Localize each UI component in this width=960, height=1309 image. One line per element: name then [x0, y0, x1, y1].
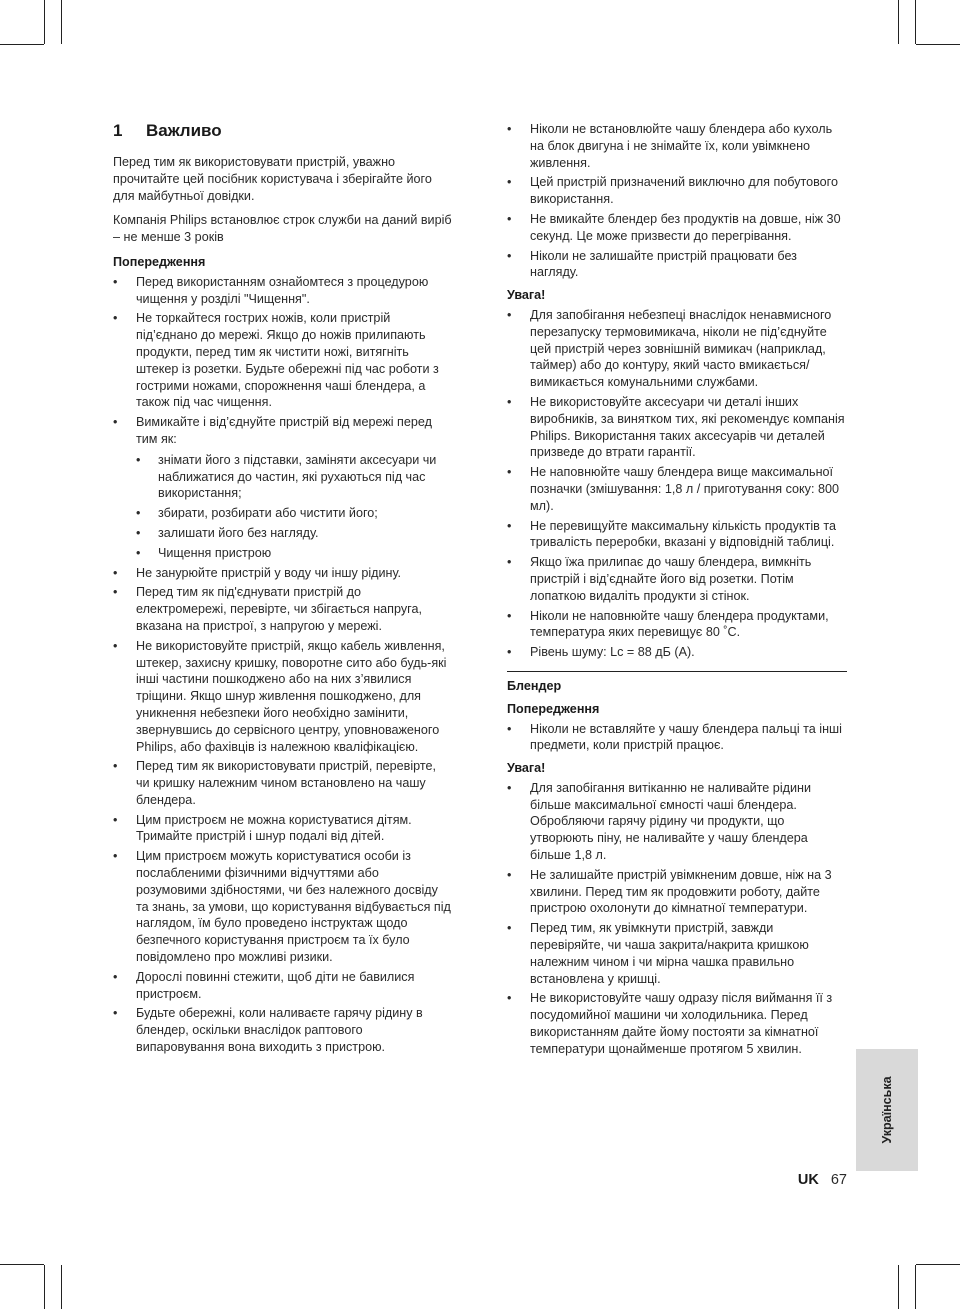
crop-mark — [916, 44, 960, 45]
intro-paragraph: Перед тим як використовувати пристрій, уважно прочитайте цей посібник користувача і зберігайте його для майбутньої довідки. — [113, 155, 432, 203]
page-number: 67 — [830, 1172, 847, 1188]
list-item: • Рівень шуму: Lc = 88 дБ (А). — [507, 644, 847, 661]
intro-paragraph: Компанія Philips встановлює строк служби на даний виріб – не менше 3 років — [113, 213, 452, 245]
crop-mark — [915, 0, 916, 44]
warning-heading: Попередження — [113, 254, 206, 269]
list-item: • Не наповнюйте чашу блендера вище максимальної позначки (змішування: 1,8 л / приготування соку: 800 мл). — [507, 464, 847, 514]
language-code: UK — [797, 1172, 819, 1188]
list-item: • Будьте обережні, коли наливаєте гарячу рідину в блендер, оскільки внаслідок раптового випаровування вона виходить з пристрою. — [113, 1005, 453, 1055]
blender-warning-heading: Попередження — [507, 701, 600, 716]
warning-list — [113, 274, 453, 1056]
list-item: • Ніколи не наповнюйте чашу блендера продуктами, температура яких перевищує 80 ˚С. — [507, 608, 847, 642]
list-item: • Не залишайте пристрій увімкненим довше, ніж на 3 хвилини. Перед тим як продовжити роботу, дайте пристрою охолонути до кімнатної температури. — [507, 867, 847, 917]
list-item: • Ніколи не залишайте пристрій працювати без нагляду. — [507, 248, 847, 282]
section-title: Важливо — [146, 121, 222, 140]
crop-mark — [0, 44, 44, 45]
list-item: • Дорослі повинні стежити, щоб діти не бавилися пристроєм. — [113, 969, 453, 1003]
list-item: • Не вмикайте блендер без продуктів на довше, ніж 30 секунд. Це може призвести до перегрівання. — [507, 211, 847, 245]
list-item: • Не використовуйте пристрій, якщо кабель живлення, штекер, захисну кришку, поворотне сито або будь-які інші частини пошкоджено або на них з’явилися тріщини. Якщо шнур живлення пошкоджено, для уникнення небезпеки його необхідно замінити, звернувшись до сервісного центру, уповноваженого Philips, або фахівців із належною кваліфікацією. — [113, 638, 453, 756]
left-column — [113, 121, 453, 1059]
list-item: • Не використовуйте аксесуари чи деталі інших виробників, за винятком тих, які рекомендує компанія Philips. Використання таких аксесуарів чи деталей призведе до втрати гарантії. — [507, 394, 847, 461]
nested-list-item: • Чищення пристрою — [136, 545, 453, 562]
blender-warning-list — [507, 721, 847, 755]
list-item-text: Вимикайте і від’єднуйте пристрій від мережі перед тим як: — [136, 415, 432, 446]
language-tab-label: Українська — [880, 1076, 894, 1144]
blender-caution-list — [507, 780, 847, 1058]
list-item: • Не використовуйте чашу одразу після виймання її з посудомийної машини чи холодильника. Перед використанням дайте йому постояти за кімнатної температури щонайменше протягом 5 хвилин. — [507, 990, 847, 1057]
caution-list — [507, 307, 847, 661]
page-footer — [798, 1172, 847, 1188]
list-item: • Не торкайтеся гострих ножів, коли пристрій під’єднано до мережі. Якщо до ножів прилипають продукти, перед тим як чистити ножі, витягніть штекер із розетки. Будьте обережні під час роботи з гострими ножами, спорожнення чаші блендера, а також під час чищення. — [113, 310, 453, 411]
list-item: • Не перевищуйте максимальну кількість продуктів та тривалість переробки, вказані у відповідній таблиці. — [507, 518, 847, 552]
list-item: • Для запобігання небезпеці внаслідок ненавмисного перезапуску термовимикача, ніколи не під’єднуйте цей пристрій через зовнішній вимикач (наприклад, таймер) або до контуру, який часто вмикається/вимикається комунальними службами. — [507, 307, 847, 391]
caution-heading: Увага! — [507, 288, 546, 303]
crop-mark — [898, 0, 899, 44]
crop-mark — [44, 1265, 45, 1309]
crop-mark — [0, 1264, 44, 1265]
list-item: • Не занурюйте пристрій у воду чи іншу рідину. — [113, 565, 453, 582]
crop-mark — [61, 1265, 62, 1309]
list-item: • Цим пристроєм не можна користуватися дітям. Тримайте пристрій і шнур подалі від дітей. — [113, 812, 453, 846]
blender-label: Блендер — [507, 678, 562, 693]
nested-list-item: • збирати, розбирати або чистити його; — [136, 505, 453, 522]
section-divider — [507, 671, 847, 672]
crop-mark — [916, 1264, 960, 1265]
list-item: • Перед тим як використовувати пристрій, перевірте, чи кришку належним чином встановлено на чашу блендера. — [113, 758, 453, 808]
list-item: • Ніколи не вставляйте у чашу блендера пальці та інші предмети, коли пристрій працює. — [507, 721, 847, 755]
nested-list — [136, 452, 453, 562]
section-number: 1 — [113, 121, 123, 140]
crop-mark — [915, 1265, 916, 1309]
list-item: • Ніколи не встановлюйте чашу блендера або кухоль на блок двигуна і не знімайте їх, коли увімкнено живлення. — [507, 121, 847, 171]
list-item: • Для запобігання витіканню не наливайте рідини більше максимальної ємності чаші блендера. Обробляючи гарячу рідину чи продукти, що утворюють піну, не наливайте у чашу блендера більше 1,8 л. — [507, 780, 847, 864]
list-item: • Перед використанням ознайомтеся з процедурою чищення у розділі "Чищення". — [113, 274, 453, 308]
list-item: • Перед тим як під'єднувати пристрій до електромережі, перевірте, чи збігається напруга, вказана на пристрої, з напругою у мережі. — [113, 584, 453, 634]
list-item: • Цим пристроєм можуть користуватися особи із послабленими фізичними відчуттями або розумовими здібностями, чи без належного досвіду та знань, за умови, що користування відбувається під наглядом, їм було проведено інструктаж щодо безпечного користування пристроєм та їх було повідомлено про можливі ризики. — [113, 848, 453, 966]
list-item: • Цей пристрій призначений виключно для побутового використання. — [507, 174, 847, 208]
nested-list-item: • знімати його з підставки, заміняти аксесуари чи наближатися до частин, які рухаються під час використання; — [136, 452, 453, 502]
section-heading — [113, 121, 453, 141]
crop-mark — [61, 0, 62, 44]
crop-mark — [898, 1265, 899, 1309]
crop-mark — [44, 0, 45, 44]
nested-list-item: • залишати його без нагляду. — [136, 525, 453, 542]
warning-list-continued — [507, 121, 847, 281]
list-item: • Перед тим, як увімкнути пристрій, завжди перевіряйте, чи чаша закрита/накрита кришкою належним чином і чи мірна чашка правильно встановлена у кришці. — [507, 920, 847, 987]
list-item: • Якщо їжа прилипає до чашу блендера, вимкніть пристрій і від’єднайте його від розетки. Потім лопаткою видаліть продукти зі стінок. — [507, 554, 847, 604]
blender-caution-heading: Увага! — [507, 761, 546, 776]
right-column — [507, 121, 847, 1061]
list-item — [113, 414, 453, 561]
language-side-tab — [856, 1049, 918, 1171]
